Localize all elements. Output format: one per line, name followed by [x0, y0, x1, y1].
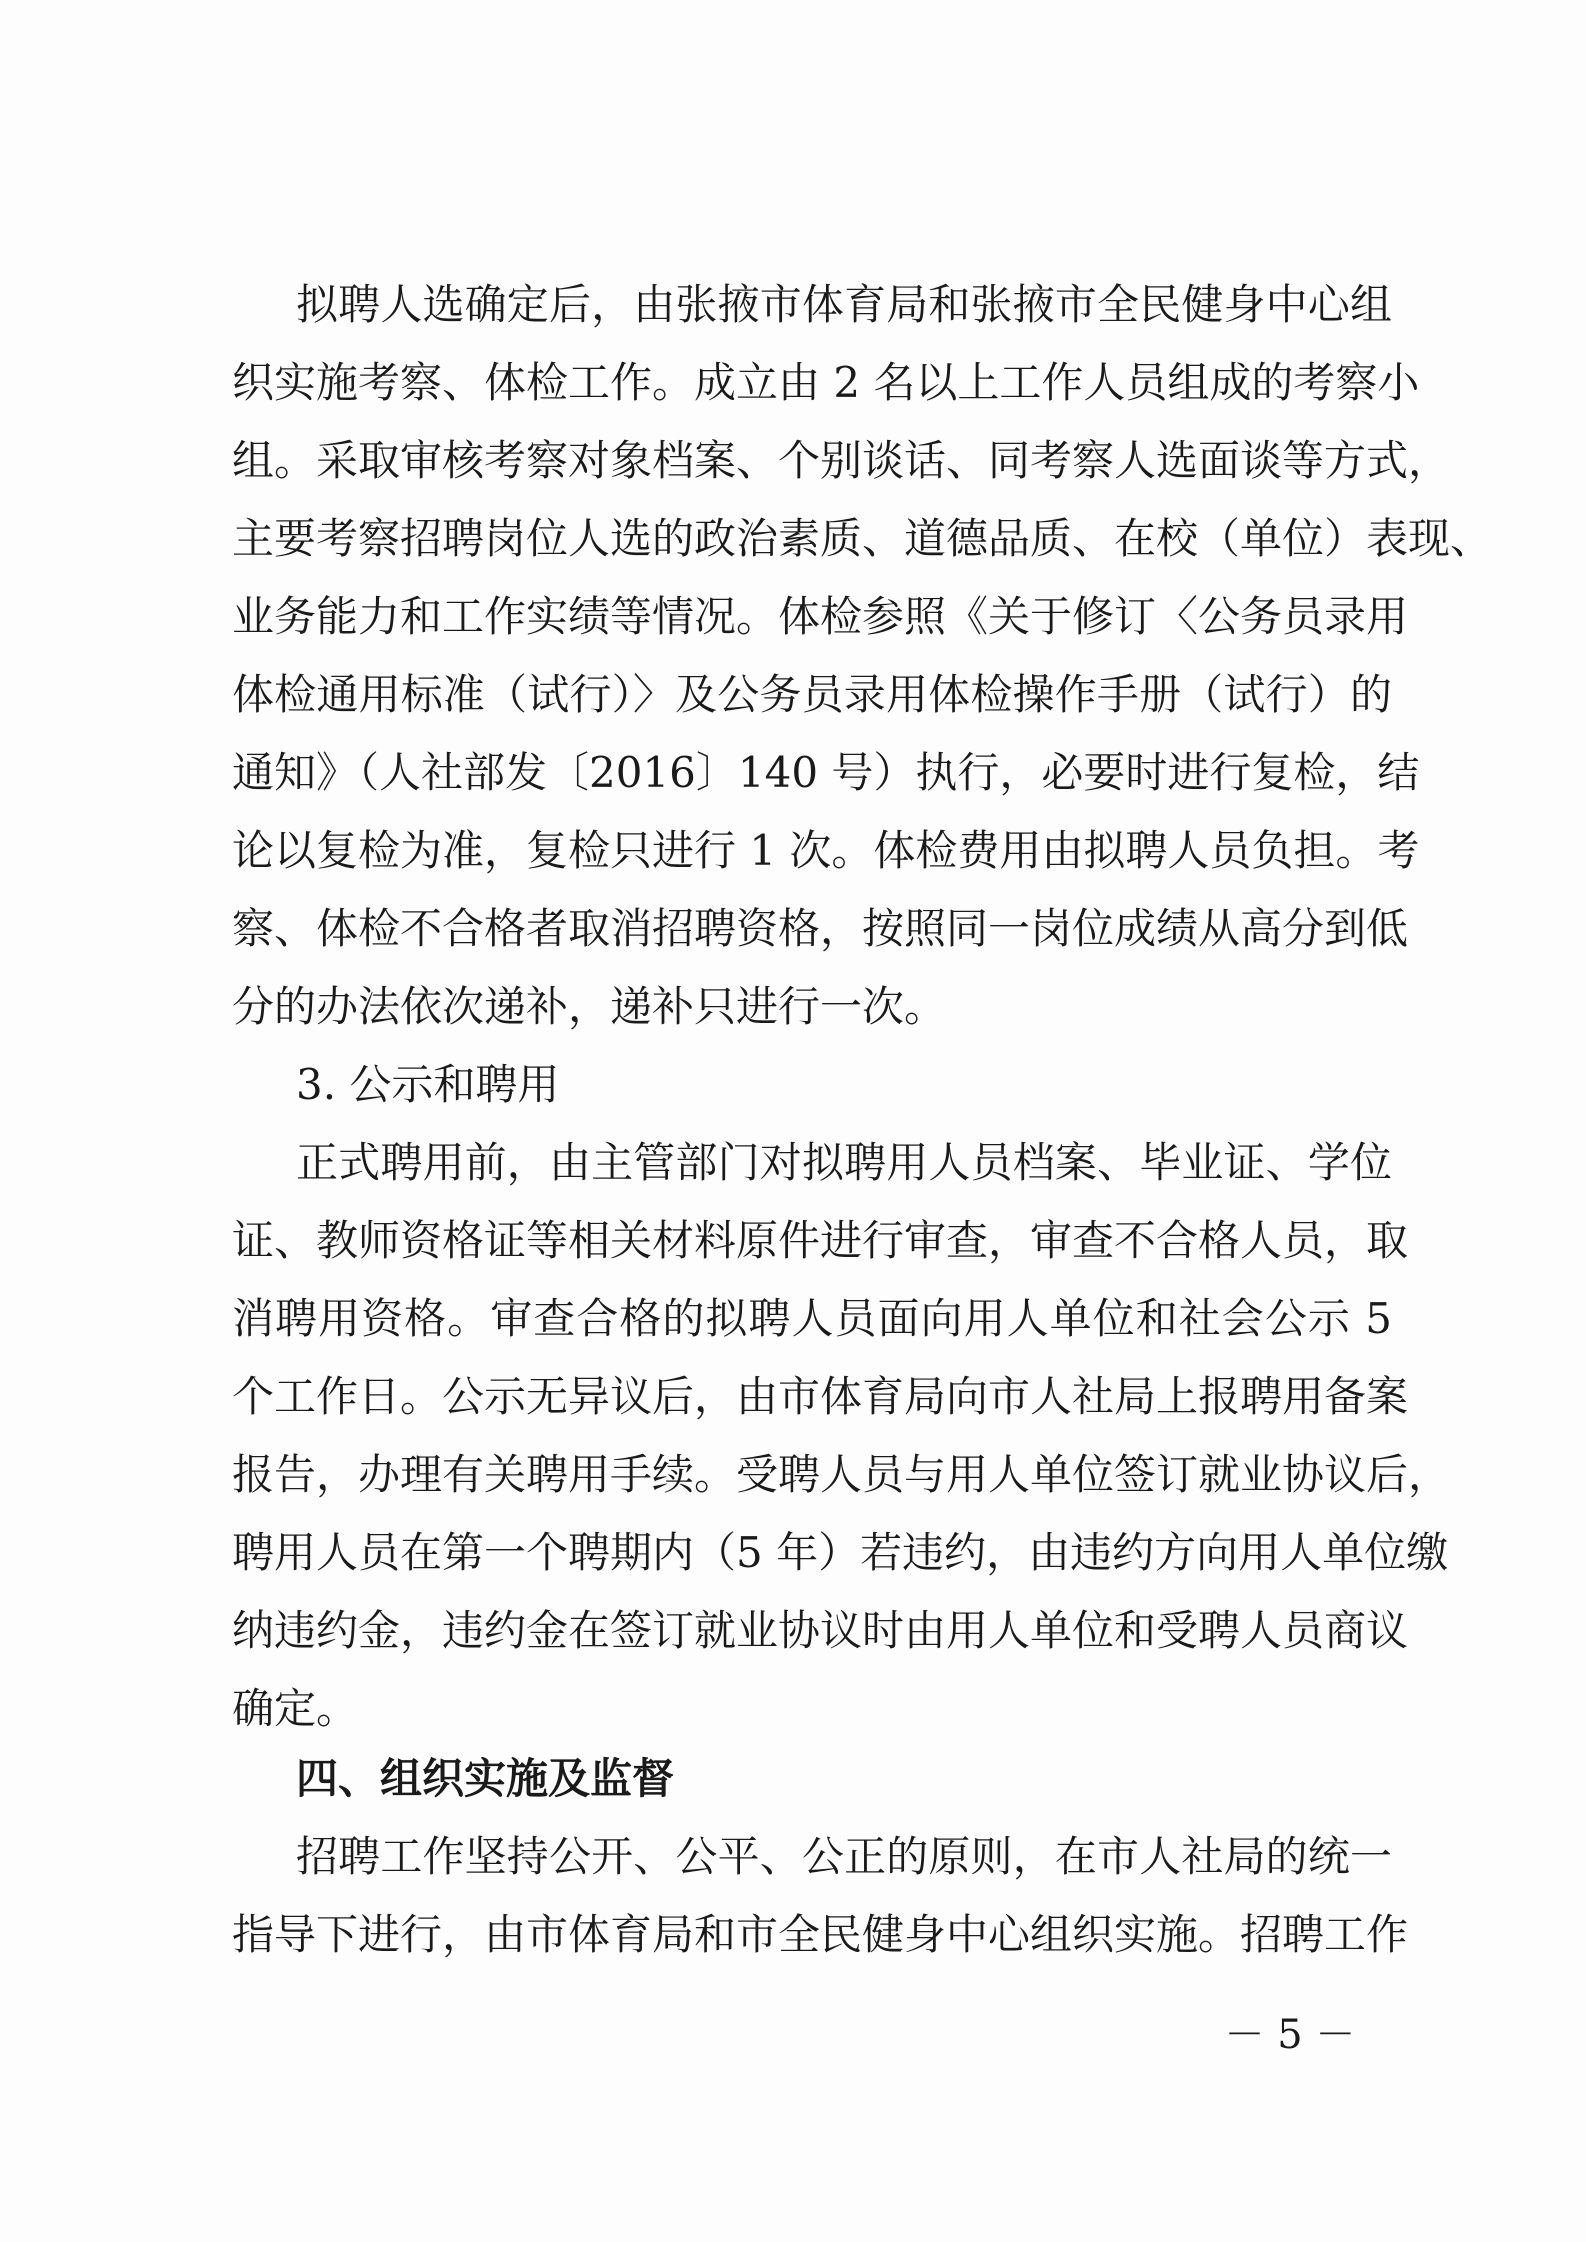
text-line: 确定。: [232, 1684, 359, 1733]
paragraph-inspection-medical: [232, 266, 1493, 1046]
text-line: 聘用人员在第一个聘期内（5 年）若违约，由违约方向用人单位缴: [232, 1528, 1449, 1577]
text-line: 正式聘用前，由主管部门对拟聘用人员档案、毕业证、学位: [296, 1138, 1392, 1187]
text-line: 个工作日。公示无异议后，由市体育局向市人社局上报聘用备案: [232, 1372, 1409, 1421]
text-line: 证、教师资格证等相关材料原件进行审查，审查不合格人员，取: [232, 1216, 1409, 1265]
page-number: － 5 －: [1224, 2012, 1356, 2058]
text-line: 消聘用资格。审查合格的拟聘人员面向用人单位和社会公示 5: [232, 1294, 1392, 1343]
paragraph-publicity-hiring: [232, 1124, 1451, 1748]
text-line: 织实施考察、体检工作。成立由 2 名以上工作人员组成的考察小: [232, 358, 1420, 407]
text-line: 报告，办理有关聘用手续。受聘人员与用人单位签订就业协议后，: [232, 1450, 1451, 1499]
text-line: 体检通用标准（试行）〉及公务员录用体检操作手册（试行）的: [232, 670, 1392, 719]
text-line: 分的办法依次递补，递补只进行一次。: [232, 982, 947, 1031]
text-line: 招聘工作坚持公开、公平、公正的原则，在市人社局的统一: [296, 1832, 1392, 1881]
subheading-text: 3. 公示和聘用: [296, 1060, 560, 1109]
text-line: 通知》（人社部发〔2016〕140 号）执行，必要时进行复检，结: [232, 748, 1420, 797]
text-line: 业务能力和工作实绩等情况。体检参照《关于修订〈公务员录用: [232, 592, 1409, 641]
subheading-publicity-hiring: [232, 1046, 1392, 1124]
text-line: 拟聘人选确定后，由张掖市体育局和张掖市全民健身中心组: [296, 280, 1392, 329]
section-heading-organization: [232, 1740, 1392, 1818]
text-line: 主要考察招聘岗位人选的政治素质、道德品质、在校（单位）表现、: [232, 514, 1493, 563]
paragraph-organization: [232, 1818, 1409, 1974]
text-line: 论以复检为准，复检只进行 1 次。体检费用由拟聘人员负担。考: [232, 826, 1420, 875]
text-line: 纳违约金，违约金在签订就业协议时由用人单位和受聘人员商议: [232, 1606, 1409, 1655]
section-heading-text: 四、组织实施及监督: [296, 1754, 675, 1803]
text-line: 组。采取审核考察对象档案、个别谈话、同考察人选面谈等方式，: [232, 436, 1451, 485]
text-line: 察、体检不合格者取消招聘资格，按照同一岗位成绩从高分到低: [232, 904, 1409, 953]
text-line: 指导下进行，由市体育局和市全民健身中心组织实施。招聘工作: [232, 1910, 1409, 1959]
